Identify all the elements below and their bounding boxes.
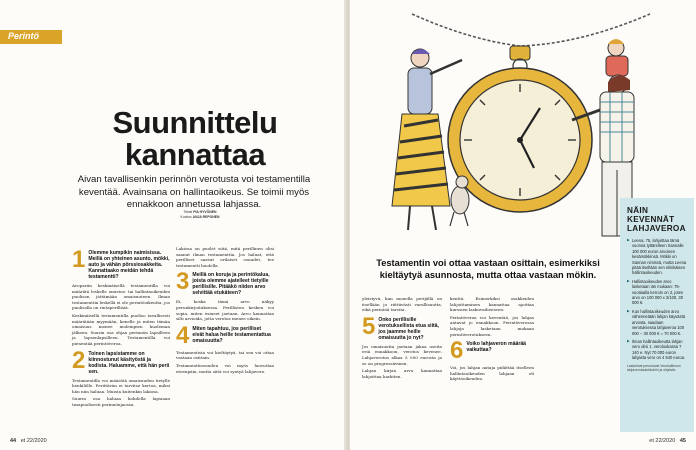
question-text: Toinen lapsistamme on kiinnostunut käsityöstä ja kodista. Haluamme, että hän perii sen. (88, 350, 170, 375)
dog-figure (450, 176, 469, 226)
sidebar-title: NÄIN KEVENNÄT LAHJAVEROA (627, 206, 686, 233)
magazine-issue: et 22/2020 (649, 438, 676, 444)
body-paragraph: Ei, koska tämä arvo näkyy perunkirjoituksessa. Perillisten kesken voi sopia, miten esineet jaetaan. Arvo kannattaa silti arvioida, jotta verotus menee oikein. (176, 299, 274, 322)
sidebar-item: ▶ Leena, 75, lahjoittaa tämä vuonna tyttärelleen Sannalle 100 000 euron arvoisen kesämökkinsä. Mökki on Sannan nimissä, mutta Leena pitää itsellään sen elinikäisen hallintaoikeuden. (627, 238, 687, 276)
section-tag: Perintö (0, 30, 62, 44)
question-text: Voiko lahjaveron määrää vaikuttaa? (466, 341, 527, 354)
question-block (176, 268, 274, 297)
body-column-1 (72, 246, 170, 410)
body-column-2 (176, 246, 274, 376)
sidebar-item: ▶ Kun hallintaoikeuden arvo vähennetään lahjan käyvästä arvosta, saadaan verotuksessa lahjaveroa 100 000 − 30 000 € = 70 000 €. (627, 309, 687, 336)
question-number: 5 (362, 312, 376, 340)
folio-left (10, 438, 47, 444)
question-number: 3 (176, 268, 190, 296)
byline (120, 210, 280, 220)
question-number: 1 (72, 246, 86, 273)
lead-paragraph: Aivan tavallisenkin perinnön verotusta voi testamentilla keventää. Avainsana on hallintaoikeus. Se toimii myös ennakkoon annetussa lahjassa. (77, 174, 311, 210)
question-text: Miten tapahtuu, jos perilliset eivät halua heille testamentattua omaisuutta? (192, 325, 271, 344)
question-text: Meillä on koruja ja perintökalua, joista olemme ajatelleet tietyille perillisille. Pitääkö niiden arvo selvittää etukäteen? (192, 272, 270, 297)
info-sidebar (620, 198, 694, 432)
question-block (176, 321, 274, 349)
byline-illus-label: Kuvitus (180, 215, 192, 219)
sidebar-item: ▶ Hallintaoikeuden arvo lasketaan iän mukaan: 75-vuotiaalla kerroin on 3, joten arvo on 100 000 x 3/100, 30 000 €. (627, 279, 687, 306)
page-number: 44 (10, 438, 17, 444)
body-paragraph: Suurin osa haluaa kohdella lapsiaan tasapuolisesti perinnönjaossa. (72, 396, 170, 407)
body-column-3 (362, 296, 442, 381)
byline-author: PIA HYVÖNEN (193, 210, 217, 214)
question-text: Onko perillisille verotuksellista etua siitä, jos jaamme heille omaisuutta jo nyt? (378, 316, 439, 341)
body-paragraph: kenttä. Esimerkiksi osakkeiden lahjoittaminen kannattaa ajoittaa kurssien laskuvaiheeseen. (450, 296, 534, 313)
watch-crown (510, 46, 530, 60)
question-number: 4 (176, 321, 190, 349)
body-column-4 (450, 296, 534, 384)
body-paragraph: Avopariin keskinäisellä testamentilla voi määrätä leskelle omistus- tai hallintaoikeuden puolison jättämään omaisuuteen. Ilman testamenttia leskellä ei ole perintöoikeutta, jos puolisolla on rintaperillisiä. (72, 283, 170, 311)
question-text: Olemme kumpikin naimisissa. Meillä on yhteinen asunto, mökki, auto ja vähän pörssiosakkeita. Kannattaako meidän tehdä testamentti? (88, 250, 170, 280)
headline-line-2: kannattaa (124, 137, 266, 172)
question-block (72, 346, 170, 375)
body-paragraph: Testamenttiosuuden voi myös luovuttaa eteenpäin, mutta siitä voi syntyä lahjavero. (176, 362, 274, 374)
sidebar-list (627, 238, 687, 361)
question-block (362, 312, 442, 341)
question-block (72, 246, 170, 280)
magazine-issue: et 22/2020 (20, 438, 47, 444)
watch-center (517, 137, 523, 143)
sidebar-item: ▶ Ilman hallintaoikeutta lahjan vero olisi 1. veroluokassa 7 140 e. Nyt 70 000 euron lahjasta vero on 4 540 euroa. (627, 339, 687, 361)
sidebar-source: Laskelmat perustuvat Verohallinnon lahjaverotaulukkoihin ja ohjeisiin. (627, 363, 681, 372)
left-page (0, 0, 346, 450)
byline-text-label: Teksti (183, 210, 193, 214)
question-block (450, 337, 534, 365)
body-paragraph: Jos omaisuutta jaetaan jakaa useita eriä ennakkoon, verotus kevenee. Lahjaverotus alkaa 5 000 eurosta ja se on progressiivinen. (362, 343, 442, 366)
pull-quote: Testamentin voi ottaa vastaan osittain, esimerkiksi kieltäytyä asunnosta, mutta ottaa vastaan mökin. (376, 258, 600, 280)
body-paragraph: Voi, jos lahjan antaja pidättää itselleen hallintaoikeuden lahjaan eli käyttöoikeuden. (450, 365, 534, 382)
body-paragraph: Testamentilla voi määrätä omaisuuden tietylle henkilölle. Perittävän ei tarvitse kertoa, miksi hän niin haluaa. Muista kuitenkin lakiosa. (72, 377, 170, 394)
question-number: 2 (72, 346, 86, 374)
folio-right (649, 438, 686, 444)
right-page (350, 0, 696, 450)
body-paragraph: Testamentista voi kieltäytyä, tai sen voi ottaa vastaan osittain. (176, 349, 274, 361)
body-paragraph: yleistyvä, kun monella perijällä on itsellään jo riittävästi varallisuutta, eikä perintöä tarvita. (362, 296, 442, 313)
body-paragraph: Lahjan kirjaa arvo kannattaa lahjoittaa harkiten. (362, 368, 442, 379)
body-paragraph: Perintöveroa voi keventää, jos lahjaa antavat jo ennakkoon. Perintöverossa lahjoja lasketaan mukaan perintöverotukseen. (450, 314, 534, 337)
body-paragraph: Keskinäisellä testamentilla puoliso tavallisesti määrätään myymään, kenelle ja miten tämän omaisuus menee molempien kuoleman jälkeen. Suurin osa ohjaa perinnön lapsilleen ja lapsenlapsilleen. Testamentilla voi pienentää perintöveroa. (72, 312, 170, 346)
body-paragraph: Lakiosa on puolet siitä, mitä perillinen olisi saanut ilman testamenttia. Jos haluat, että perilliset saavat erilaiset osuudet, tee testamentti huolella. (176, 246, 274, 268)
question-number: 6 (450, 337, 464, 365)
page-number: 45 (679, 438, 686, 444)
headline-line-1: Suunnittelu (112, 105, 278, 140)
byline-illustrator: ANJA REPONEN (192, 215, 220, 219)
headline (70, 107, 320, 171)
